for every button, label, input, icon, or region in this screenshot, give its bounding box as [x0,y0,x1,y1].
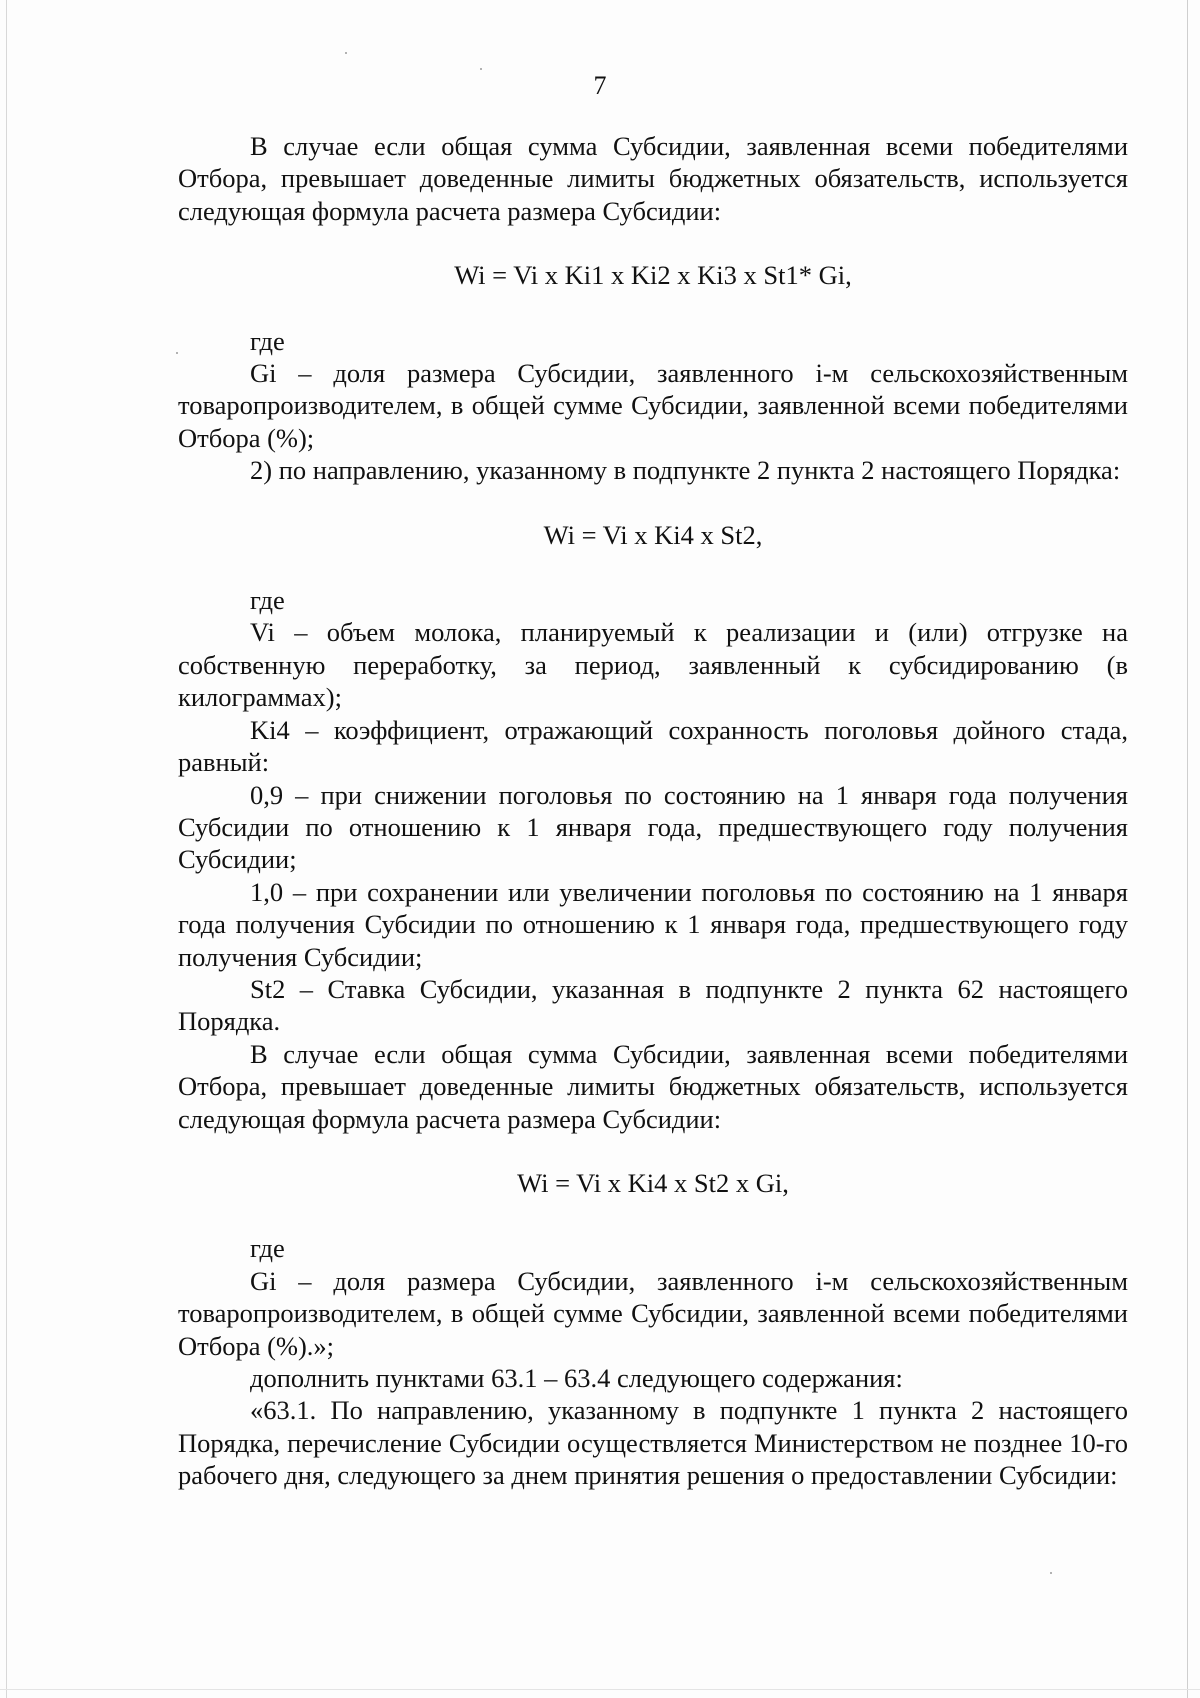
paragraph: Gi – доля размера Субсидии, заявленного i-м сельскохозяйственным товаропроизводителем, в общей сумме Субсидии, заявленной всеми победителями Отбора (%); [178,358,1128,453]
scan-edge-bottom [0,1689,1200,1690]
paragraph: St2 – Ставка Субсидии, указанная в подпункте 2 пункта 62 настоящего Порядка. [178,973,1128,1037]
formula: Wi = Vi x Ki1 x Ki2 x Ki3 x St1* Gi, [454,260,852,291]
paragraph: 2) по направлению, указанному в подпункте 2 пункта 2 настоящего Порядка: [250,455,1121,486]
paragraph: 0,9 – при снижении поголовья по состоянию на 1 января года получения Субсидии по отношению к 1 января года, предшествующего году получения Субсидии; [178,779,1128,875]
document-body [178,130,1128,1492]
scan-edge-left [6,0,7,1698]
where-label: где [250,325,285,356]
page-number: 7 [593,71,607,100]
scan-edge-right [1187,0,1188,1698]
paragraph: «63.1. По направлению, указанному в подпункте 1 пункта 2 настоящего Порядка, перечисление Субсидии осуществляется Министерством не позднее 10-го рабочего дня, следующего за днем принятия решения о предоставлении Субсидии: [178,1395,1128,1491]
scan-speck [1050,1572,1052,1574]
formula: Wi = Vi x Ki4 x St2, [543,519,763,550]
paragraph: 1,0 – при сохранении или увеличении поголовья по состоянию на 1 января года получения Субсидии по отношению к 1 января года, предшествующего году получения Субсидии; [178,876,1128,972]
scan-speck [345,52,347,54]
paragraph: Gi – доля размера Субсидии, заявленного i-м сельскохозяйственным товаропроизводителем, в общей сумме Субсидии, заявленной всеми победителями Отбора (%).»; [178,1265,1128,1361]
paragraph: В случае если общая сумма Субсидии, заявленная всеми победителями Отбора, превышает доведенные лимиты бюджетных обязательств, используется следующая формула расчета размера Субсидии: [178,131,1128,226]
paragraph: дополнить пунктами 63.1 – 63.4 следующего содержания: [250,1363,903,1393]
paragraph: Vi – объем молока, планируемый к реализации и (или) отгрузке на собственную переработку, за период, заявленный к субсидированию (в килограммах); [178,617,1128,713]
paragraph: Ki4 – коэффициент, отражающий сохранность поголовья дойного стада, равный: [178,714,1128,778]
where-label: где [250,585,285,616]
formula: Wi = Vi x Ki4 x St2 x Gi, [517,1167,789,1198]
where-label: где [250,1233,285,1264]
paragraph: В случае если общая сумма Субсидии, заявленная всеми победителями Отбора, превышает доведенные лимиты бюджетных обязательств, используется следующая формула расчета размера Субсидии: [178,1038,1128,1134]
